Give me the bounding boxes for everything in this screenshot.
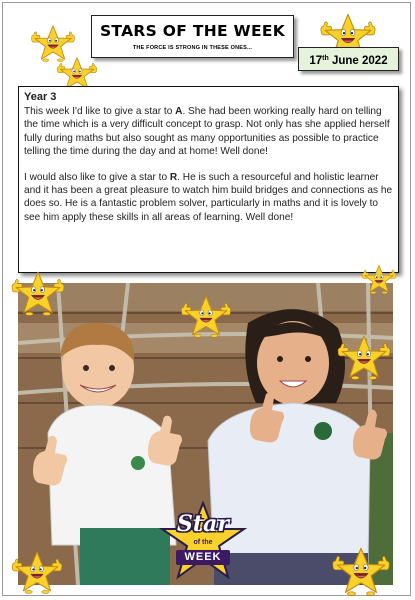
badge-star-text: Star (177, 511, 229, 537)
paragraph-1-body: . She had been working really hard on telling the time which is a very difficult concept to grasp. Not only has she applied herself fully during maths but also sought as many opportunities as possible to practice telling the time during the day and at home! Well done! (24, 106, 390, 157)
paragraph-2-intro: I would also like to give a star to (24, 172, 170, 184)
paragraph-2 (24, 171, 393, 224)
student-name-1: A (175, 106, 183, 118)
badge-week-text: WEEK (184, 551, 222, 563)
star-mascot-icon (10, 550, 64, 594)
paragraph-1-intro: This week I'd like to give a star to (24, 106, 176, 118)
title-banner (91, 15, 294, 58)
date-badge (298, 47, 399, 71)
year-heading: Year 3 (24, 91, 57, 103)
page-subtitle: THE FORCE IS STRONG IN THESE ONES... (132, 45, 253, 51)
paragraph-2-body: . He is such a resourceful and holistic learner and it has been a great pleasure to watch him build bridges and connections as he does so. He is a fantastic problem solver, particularly in maths and it is lovely to see him apply these skills in all areas of learning. Well done! (24, 172, 393, 223)
announcement-box (18, 86, 399, 273)
star-mascot-icon (330, 546, 392, 596)
star-of-the-week-badge (158, 501, 248, 581)
star-mascot-icon (360, 264, 398, 294)
page-title: STARS OF THE WEEK (99, 22, 286, 40)
date-month-year: June 2022 (328, 55, 388, 67)
paragraph-1 (24, 105, 393, 158)
star-mascot-icon (180, 294, 232, 338)
date-day: 17 (309, 55, 323, 67)
star-mascot-icon (336, 334, 392, 380)
star-mascot-icon (10, 270, 66, 316)
badge-of-the-text: of the (193, 539, 213, 546)
date-suffix: th (322, 55, 329, 62)
student-name-2: R (169, 172, 178, 184)
